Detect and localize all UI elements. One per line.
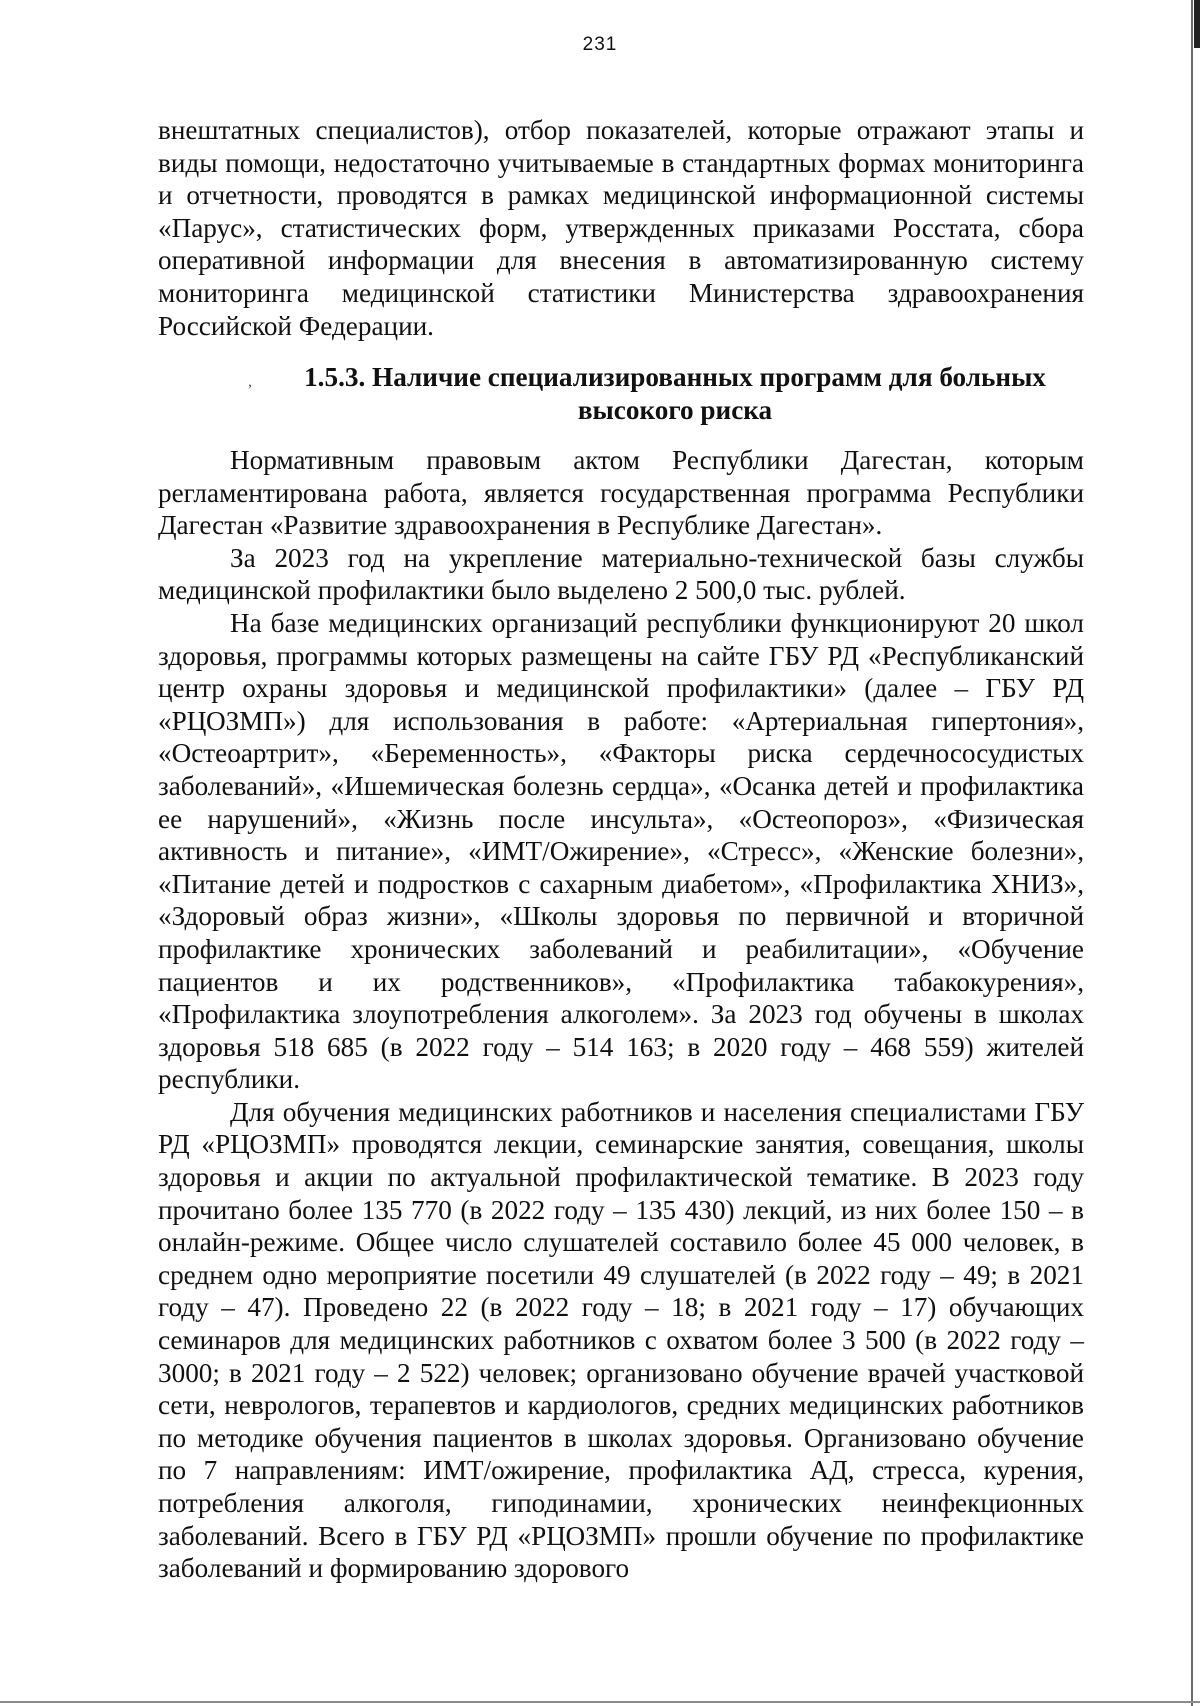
page-number: 231 — [582, 34, 618, 55]
heading-stray-mark: , — [248, 373, 252, 390]
paragraph-funding: За 2023 год на укрепление материально-технической базы службы медицинской профилактики было выделено 2 500,0 тыс. рублей. — [158, 542, 1084, 606]
scan-edge-bottom — [0, 1701, 1200, 1703]
section-heading-line-1: 1.5.3. Наличие специализированных программ для больных — [304, 362, 1046, 392]
paragraph-health-schools: На базе медицинских организаций республики функционируют 20 школ здоровья, программы которых размещены на сайте ГБУ РД «Республиканский центр охраны здоровья и медицинской профилактики» (далее – ГБУ РД «РЦОЗМП») для использования в работе: «Артериальная гипертония», «Остеоартрит», «Беременность», «Факторы риска сердечнососудистых заболеваний», «Ишемическая болезнь сердца», «Осанка детей и профилактика ее нарушений», «Жизнь после инсульта», «Остеопороз», «Физическая активность и питание», «ИМТ/Ожирение», «Стресс», «Женские болезни», «Питание детей и подростков с сахарным диабетом», «Профилактика ХНИЗ», «Здоровый образ жизни», «Школы здоровья по первичной и вторичной профилактике хронических заболеваний и реабилитации», «Обучение пациентов и их родственников», «Профилактика табакокурения», «Профилактика злоупотребления алкоголем». За 2023 год обучены в школах здоровья 518 685 (в 2022 году – 514 163; в 2020 году – 468 559) жителей республики. — [158, 607, 1084, 1095]
intro-paragraph: внештатных специалистов), отбор показателей, которые отражают этапы и виды помощи, недостаточно учитываемые в стандартных формах мониторинга и отчетности, проводятся в рамках медицинской информационной системы «Парус», статистических форм, утвержденных приказами Росстата, сбора оперативной информации для внесения в автоматизированную систему мониторинга медицинской статистики Министерства здравоохранения Российской Федерации. — [158, 115, 1084, 341]
paragraph-training: Для обучения медицинских работников и населения специалистами ГБУ РД «РЦОЗМП» проводятся лекции, семинарские занятия, совещания, школы здоровья и акции по актуальной профилактической тематике. В 2023 году прочитано более 135 770 (в 2022 году – 135 430) лекций, из них более 150 – в онлайн-режиме. Общее число слушателей составило более 45 000 человек, в среднем одно мероприятие посетили 49 слушателей (в 2022 году – 49; в 2021 году – 47). Проведено 22 (в 2022 году – 18; в 2021 году – 17) обучающих семинаров для медицинских работников с охватом более 3 500 (в 2022 году – 3000; в 2021 году – 2 522) человек; организовано обучение врачей участковой сети, неврологов, терапевтов и кардиологов, средних медицинских работников по методике обучения пациентов в школах здоровья. Организовано обучение по 7 направлениям: ИМТ/ожирение, профилактика АД, стресса, курения, потребления алкоголя, гиподинамии, хронических неинфекционных заболеваний. Всего в ГБУ РД «РЦОЗМП» прошли обучение по профилактике заболеваний и формированию здорового — [158, 1096, 1084, 1584]
paragraph-normative-act: Нормативным правовым актом Республики Дагестан, которым регламентирована работа, является государственная программа Республики Дагестан «Развитие здравоохранения в Республике Дагестан». — [158, 445, 1084, 541]
section-heading — [250, 361, 1100, 427]
section-body — [158, 444, 1084, 1585]
section-heading-line-2: высокого риска — [577, 395, 773, 425]
scan-edge-right — [1191, 0, 1193, 1706]
intro-paragraph-block — [158, 114, 1084, 342]
